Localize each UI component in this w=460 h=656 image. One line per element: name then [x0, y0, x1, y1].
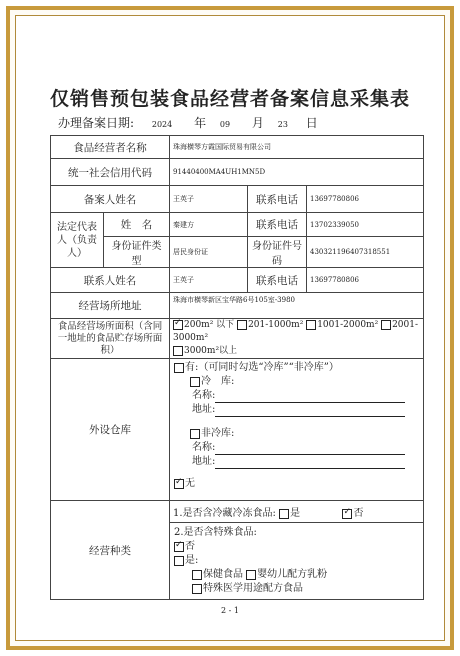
warehouse-yes-checkbox[interactable] — [174, 363, 184, 373]
table-row: 经营种类 1.是否含冷藏冷冻食品: 是 ✓ 否 — [51, 501, 424, 523]
area-option-2-checkbox[interactable] — [237, 320, 247, 330]
table-row: 身份证件类型 居民身份证 身份证件号码 430321196407318551 — [51, 237, 424, 268]
table-row: 经营场所地址 珠海市横琴新区宝华路6号105室-3980 — [51, 293, 424, 319]
special-food-question: 2.是否含特殊食品: ✓否 是: 保健食品 婴幼儿配方乳粉 特殊医学用途配方食品 — [170, 523, 424, 600]
cold-storage-checkbox[interactable] — [190, 377, 200, 387]
id-type-value: 居民身份证 — [170, 237, 248, 268]
id-number-value: 430321196407318551 — [307, 237, 424, 268]
warehouse-none-checkbox[interactable] — [174, 479, 184, 489]
area-options: ✓200m² 以下 201-1000m² 1001-2000m² 2001-3000m² 3000m²以上 — [170, 319, 424, 359]
table-row: 统一社会信用代码 91440400MA4UH1MN5D — [51, 159, 424, 186]
legal-rep-name-value: 秦建方 — [170, 213, 248, 237]
filer-name-value: 王英子 — [170, 186, 248, 213]
non-cold-storage-name-field[interactable] — [215, 445, 405, 455]
area-option-4-checkbox[interactable] — [381, 320, 391, 330]
credit-code-value: 91440400MA4UH1MN5D — [170, 159, 424, 186]
area-option-3-checkbox[interactable] — [306, 320, 316, 330]
cold-food-question: 1.是否含冷藏冷冻食品: 是 ✓ 否 — [170, 501, 424, 523]
table-row: 联系人姓名 王英子 联系电话 13697780806 — [51, 268, 424, 293]
date-month: 09 — [219, 120, 231, 129]
date-year: 2024 — [151, 120, 173, 129]
cold-food-no-checkbox[interactable] — [342, 509, 352, 519]
special-food-yes-checkbox[interactable] — [174, 556, 184, 566]
table-row: 法定代表人（负责人） 姓 名 秦建方 联系电话 13702339050 — [51, 213, 424, 237]
operator-name-value: 珠海横琴方霞国际贸易有限公司 — [170, 136, 424, 159]
table-row: 食品经营者名称 珠海横琴方霞国际贸易有限公司 — [51, 136, 424, 159]
table-row: 食品经营场所面积（含同一地址的食品贮存场所面积） ✓200m² 以下 201-1000m² 1001-2000m² 2001-3000m² 3000m²以上 — [51, 319, 424, 359]
area-option-1-checkbox[interactable] — [173, 320, 183, 330]
info-table — [50, 135, 424, 600]
warehouse-section: 有:（可同时勾选“冷库”“非冷库”） 冷 库: 名称: 地址: 非冷库: 名称: 地址: ✓无 — [170, 359, 424, 501]
cold-storage-name-field[interactable] — [215, 393, 405, 403]
legal-rep-phone-value: 13702339050 — [307, 213, 424, 237]
non-cold-storage-address-field[interactable] — [215, 459, 405, 469]
cold-food-yes-checkbox[interactable] — [279, 509, 289, 519]
form-title: 仅销售预包装食品经营者备案信息采集表 — [49, 88, 410, 110]
medical-food-checkbox[interactable] — [192, 584, 202, 594]
date-day: 23 — [277, 120, 288, 129]
page-number: 2 - 1 — [221, 606, 239, 615]
health-food-checkbox[interactable] — [192, 570, 202, 580]
filer-phone-value: 13697780806 — [307, 186, 424, 213]
filing-date: 办理备案日期: 2024 年 09 月 23 日 — [58, 116, 318, 130]
special-food-no-checkbox[interactable] — [174, 542, 184, 552]
area-option-5-checkbox[interactable] — [173, 346, 183, 356]
table-row: 外设仓库 有:（可同时勾选“冷库”“非冷库”） 冷 库: 名称: 地址: 非冷库: 名称: 地址: ✓无 — [51, 359, 424, 501]
table-row: 备案人姓名 王英子 联系电话 13697780806 — [51, 186, 424, 213]
cold-storage-address-field[interactable] — [215, 407, 405, 417]
infant-formula-checkbox[interactable] — [246, 570, 256, 580]
contact-phone-value: 13697780806 — [307, 268, 424, 293]
contact-name-value: 王英子 — [170, 268, 248, 293]
non-cold-storage-checkbox[interactable] — [190, 429, 200, 439]
address-value: 珠海市横琴新区宝华路6号105室-3980 — [170, 293, 424, 319]
